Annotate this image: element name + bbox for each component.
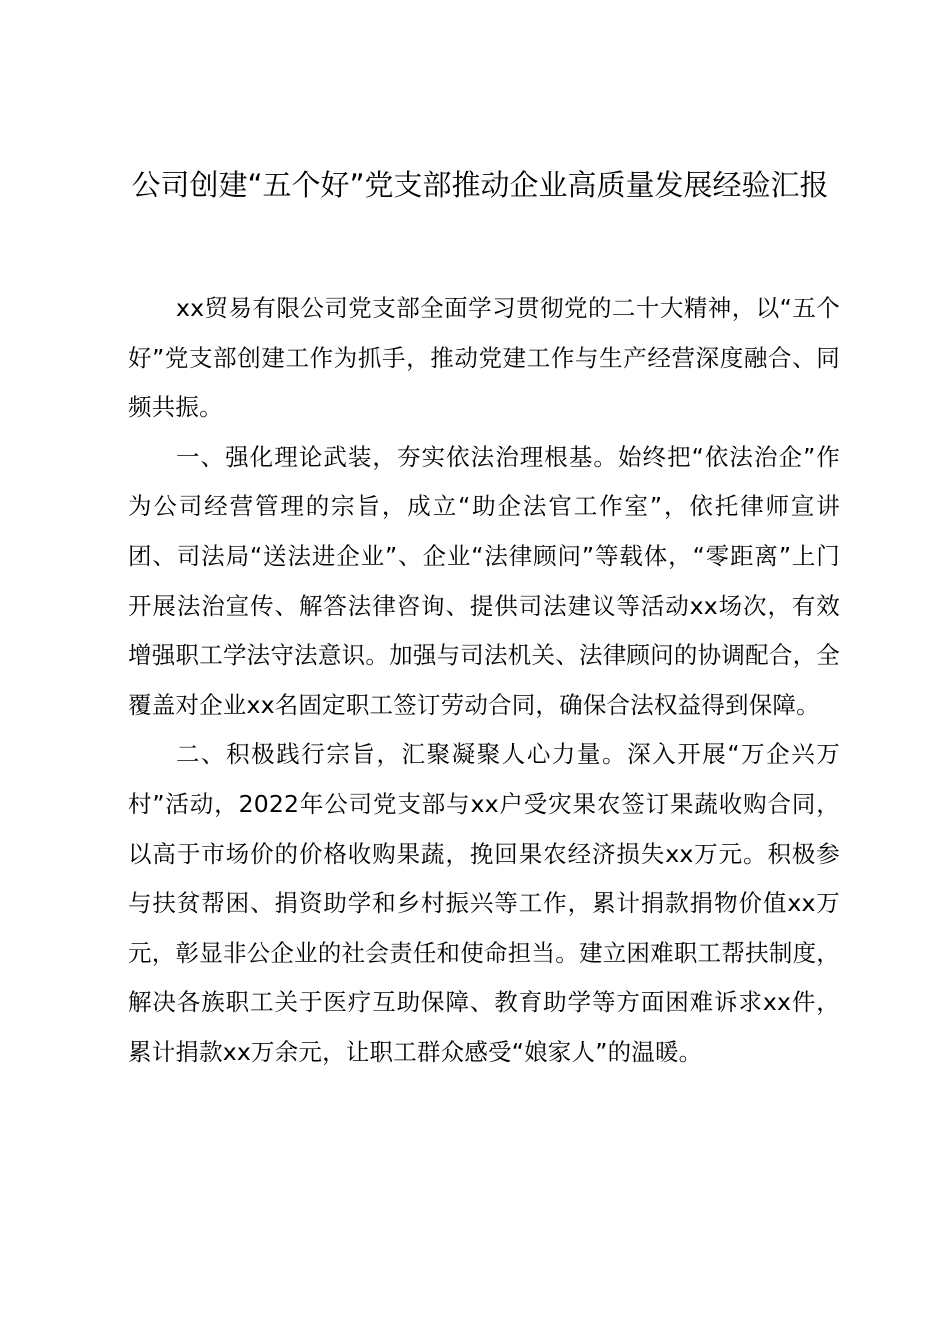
document-title: 公司创建“五个好”党支部推动企业高质量发展经验汇报	[131, 168, 829, 202]
document-body	[128, 284, 840, 1078]
paragraph-section-1: 一、强化理论武装，夯实依法治理根基。始终把“依法治企”作为公司经营管理的宗旨，成立“助企法官工作室”，依托律师宣讲团、司法局“送法进企业”、企业“法律顾问”等载体，“零距离”上门开展法治宣传、解答法律咨询、提供司法建议等活动xx场次，有效增强职工学法守法意识。加强与司法机关、法律顾问的协调配合，全覆盖对企业xx名固定职工签订劳动合同，确保合法权益得到保障。	[128, 442, 840, 719]
paragraph-intro: xx贸易有限公司党支部全面学习贯彻党的二十大精神，以“五个好”党支部创建工作为抓手，推动党建工作与生产经营深度融合、同频共振。	[128, 294, 840, 422]
paragraph-section-2: 二、积极践行宗旨，汇聚凝聚人心力量。深入开展“万企兴万村”活动，2022年公司党支部与xx户受灾果农签订果蔬收购合同，以高于市场价的价格收购果蔬，挽回果农经济损失xx万元。积极参与扶贫帮困、捐资助学和乡村振兴等工作，累计捐款捐物价值xx万元，彰显非公企业的社会责任和使命担当。建立困难职工帮扶制度，解决各族职工关于医疗互助保障、教育助学等方面困难诉求xx件，累计捐款xx万余元，让职工群众感受“娘家人”的温暖。	[128, 740, 840, 1066]
